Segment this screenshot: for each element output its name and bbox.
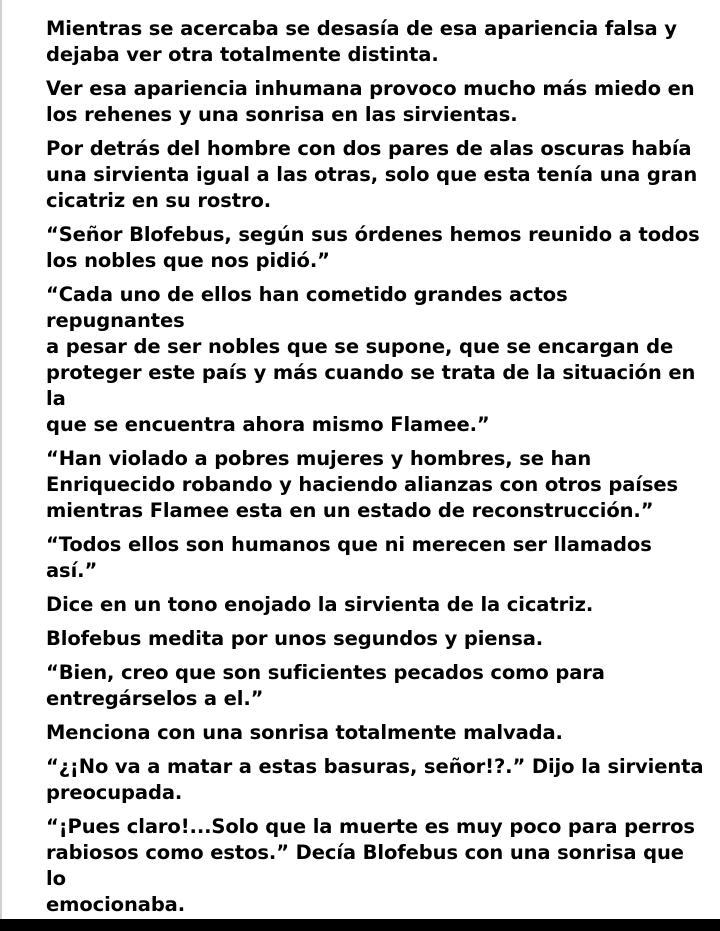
paragraph: Blofebus medita por unos segundos y piensa. [46, 627, 544, 650]
paragraph: Menciona con una sonrisa totalmente malvada. [46, 721, 563, 744]
bottom-edge-bar [0, 919, 720, 931]
paragraph: “Señor Blofebus, según sus órdenes hemos reunido a todos los nobles que nos pidió.” [46, 223, 700, 272]
paragraph: Ver esa apariencia inhumana provoco mucho más miedo en los rehenes y una sonrisa en las sirvientas. [46, 77, 695, 126]
story-text [46, 16, 706, 926]
paragraph: “Todos ellos son humanos que ni merecen ser llamados así.” [46, 533, 652, 582]
paragraph: “¡Pues claro!...Solo que la muerte es muy poco para perros rabiosos como estos.” Decía Blofebus con una sonrisa que lo emocionaba. [46, 815, 695, 916]
paragraph: “Cada uno de ellos han cometido grandes actos repugnantes a pesar de ser nobles que se supone, que se encargan de proteger este país y más cuando se trata de la situación en la que se encuentra ahora mismo Flamee.” [46, 283, 696, 436]
paragraph: “Bien, creo que son suficientes pecados como para entregárselos a el.” [46, 661, 605, 710]
paragraph: Mientras se acercaba se desasía de esa apariencia falsa y dejaba ver otra totalmente distinta. [46, 17, 677, 66]
paragraph: Por detrás del hombre con dos pares de alas oscuras había una sirvienta igual a las otras, solo que esta tenía una gran cicatriz en su rostro. [46, 137, 698, 212]
paragraph: “¿¡No va a matar a estas basuras, señor!?.” Dijo la sirvienta preocupada. [46, 755, 704, 804]
paragraph: Dice en un tono enojado la sirvienta de la cicatriz. [46, 593, 594, 616]
paragraph: “Han violado a pobres mujeres y hombres, se han Enriquecido robando y haciendo alianzas con otros países mientras Flamee esta en un estado de reconstrucción.” [46, 447, 679, 522]
